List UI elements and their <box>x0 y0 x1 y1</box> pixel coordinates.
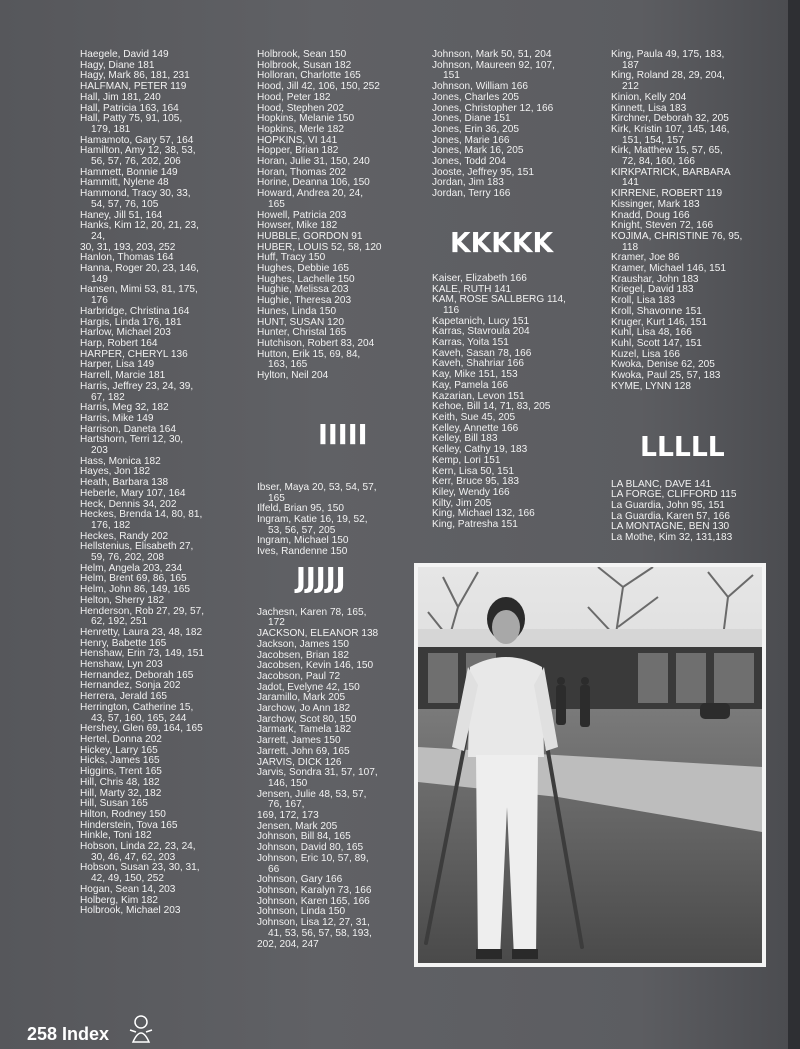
index-entry: Hood, Peter 182 <box>257 91 331 103</box>
index-entry: 202, 204, 247 <box>257 938 319 950</box>
index-entry: Harp, Robert 164 <box>80 337 158 349</box>
index-entry: Helm, Brent 69, 86, 165 <box>80 573 187 585</box>
index-entry: Howell, Patricia 203 <box>257 209 347 221</box>
index-entry: King, Patresha 151 <box>432 519 518 531</box>
index-entry: HOPKINS, VI 141 <box>257 134 338 146</box>
index-entry: 176, 182 <box>91 519 131 531</box>
index-entry: HUBBLE, GORDON 91 <box>257 230 363 242</box>
index-entry: Karras, Stavroula 204 <box>432 326 530 338</box>
index-entry: Hamilton, Amy 12, 38, 53, <box>80 145 196 157</box>
photo-illustration <box>418 567 762 963</box>
index-entry: Horine, Deanna 106, 150 <box>257 177 370 189</box>
index-entry: Kay, Pamela 166 <box>432 379 509 391</box>
index-entry: Harris, Jeffrey 23, 24, 39, <box>80 380 194 392</box>
index-entry: Kelley, Cathy 19, 183 <box>432 444 528 456</box>
index-entry: KYME, LYNN 128 <box>611 380 692 392</box>
index-entry: Karras, Yoita 151 <box>432 337 509 349</box>
index-entry: KALE, RUTH 141 <box>432 283 512 295</box>
index-entry: Jordan, Jim 183 <box>432 177 504 189</box>
index-entry: Jacobsen, Kevin 146, 150 <box>257 660 374 672</box>
index-entry: Holberg, Kim 182 <box>80 894 158 906</box>
index-entry: Jacobsen, Brian 182 <box>257 649 350 661</box>
index-entry: Hernandez, Deborah 165 <box>80 669 194 681</box>
index-entry: 72, 84, 160, 166 <box>622 156 695 168</box>
index-entry: Jarvis, Sondra 31, 57, 107, <box>257 767 378 779</box>
index-entry: King, Paula 49, 175, 183, <box>611 49 725 60</box>
index-entry: 169, 172, 173 <box>257 810 319 822</box>
index-entry: La Guardia, John 95, 151 <box>611 499 725 511</box>
index-entry: Jones, Todd 204 <box>432 156 506 168</box>
index-entry: Hayes, Jon 182 <box>80 466 151 478</box>
index-entry: Harris, Mike 149 <box>80 412 154 424</box>
index-entry: Kissinger, Mark 183 <box>611 198 700 210</box>
index-entry: Hertel, Donna 202 <box>80 734 162 745</box>
index-entry: Hopkins, Merle 182 <box>257 123 344 135</box>
index-entry: 163, 165 <box>268 359 308 371</box>
index-entry: 62, 192, 251 <box>91 616 148 628</box>
index-entry: 116 <box>443 304 460 316</box>
index-entry: Jacobson, Paul 72 <box>257 670 341 682</box>
index-entry: Kinnett, Lisa 183 <box>611 102 687 114</box>
index-entry: Holloran, Charlotte 165 <box>257 70 361 82</box>
index-column-3 <box>432 50 602 531</box>
index-entry: JARVIS, DICK 126 <box>257 756 342 768</box>
index-entry: Johnson, David 80, 165 <box>257 842 364 854</box>
index-entry: Kirk, Kristin 107, 145, 146, <box>611 123 730 135</box>
index-entry: Hernandez, Sonja 202 <box>80 680 181 692</box>
index-entry: Hinkle, Toni 182 <box>80 830 152 842</box>
index-entry: Jarchow, Jo Ann 182 <box>257 703 351 715</box>
index-entry: Holbrook, Michael 203 <box>80 905 181 917</box>
index-entry: 56, 57, 76, 202, 206 <box>91 156 181 168</box>
index-entry: Hershey, Glen 69, 164, 165 <box>80 723 203 735</box>
index-entry: Howser, Mike 182 <box>257 220 338 232</box>
index-entry: Harrell, Marcie 181 <box>80 370 166 382</box>
index-entry: Heckes, Randy 202 <box>80 530 169 542</box>
index-entry: Horan, Julie 31, 150, 240 <box>257 156 370 168</box>
index-entry: Hood, Jill 42, 106, 150, 252 <box>257 81 380 93</box>
index-entry: Hickey, Larry 165 <box>80 744 158 756</box>
index-entry: Jarmark, Tamela 182 <box>257 724 352 736</box>
index-entry: Kramer, Michael 146, 151 <box>611 263 727 275</box>
index-entry: HUNT, SUSAN 120 <box>257 316 344 328</box>
section-header-k: KKKKK <box>450 226 554 259</box>
index-entry: Kelley, Bill 183 <box>432 433 498 445</box>
index-entry: Johnson, Karen 165, 166 <box>257 895 370 907</box>
index-entry: Johnson, Karalyn 73, 166 <box>257 885 372 896</box>
index-entry: Hilton, Rodney 150 <box>80 808 166 820</box>
index-entry: Johnson, Eric 10, 57, 89, <box>257 852 369 864</box>
index-entry: Harlow, Michael 203 <box>80 327 171 339</box>
section-header-i: IIIII <box>318 418 368 451</box>
index-entry: 53, 56, 57, 205 <box>268 524 336 536</box>
index-entry: Jones, Erin 36, 205 <box>432 123 519 135</box>
index-entry: Kuhl, Scott 147, 151 <box>611 337 702 349</box>
index-entry: KIRKPATRICK, BARBARA <box>611 166 731 178</box>
index-entry: Henry, Babette 165 <box>80 637 167 649</box>
index-entry: Haegele, David 149 <box>80 49 169 60</box>
index-entry: Heckes, Brenda 14, 80, 81, <box>80 509 203 521</box>
index-entry: Johnson, Lisa 12, 27, 31, <box>257 917 370 929</box>
index-entry: Kelley, Annette 166 <box>432 422 519 434</box>
index-entry: Hopper, Brian 182 <box>257 145 339 157</box>
index-entry: 24, <box>91 230 106 242</box>
index-entry: King, Michael 132, 166 <box>432 508 535 520</box>
index-entry: King, Roland 28, 29, 204, <box>611 70 725 82</box>
index-entry: Hunes, Linda 150 <box>257 305 337 317</box>
index-entry: Hamamoto, Gary 57, 164 <box>80 134 194 146</box>
index-column-1 <box>80 50 230 917</box>
index-entry: 165 <box>268 198 285 210</box>
index-entry: Helton, Sherry 182 <box>80 594 165 606</box>
index-entry: Jones, Mark 16, 205 <box>432 145 524 157</box>
index-entry: Kerr, Bruce 95, 183 <box>432 476 519 488</box>
index-entry: Huff, Tracy 150 <box>257 252 326 264</box>
mascot-logo <box>124 1012 158 1046</box>
index-entry: Kaveh, Sasan 78, 166 <box>432 347 532 359</box>
index-entry: Ingram, Katie 16, 19, 52, <box>257 513 368 525</box>
index-entry: Kwoka, Paul 25, 57, 183 <box>611 370 721 382</box>
index-entry: Johnson, Linda 150 <box>257 906 346 918</box>
index-entry: Kemp, Lori 151 <box>432 454 501 466</box>
index-entry: Kramer, Joe 86 <box>611 252 680 264</box>
index-entry: Jones, Marie 166 <box>432 134 510 146</box>
index-entry: Hartshorn, Terri 12, 30, <box>80 434 184 446</box>
index-entry: Hicks, James 165 <box>80 755 160 767</box>
index-entry: Knight, Steven 72, 166 <box>611 220 714 232</box>
index-entry: 172 <box>268 617 285 629</box>
index-entry: 151 <box>443 70 460 82</box>
index-entry: Hagy, Mark 86, 181, 231 <box>80 70 190 82</box>
index-entry: Haney, Jill 51, 164 <box>80 209 163 221</box>
index-entry: 30, 46, 47, 62, 203 <box>91 851 176 863</box>
index-entry: Herrington, Catherine 15, <box>80 701 194 713</box>
index-entry: Hargis, Linda 176, 181 <box>80 316 182 328</box>
index-entry: Hughie, Melissa 203 <box>257 284 349 296</box>
index-entry: Johnson, Maureen 92, 107, <box>432 59 555 71</box>
index-entry: Hill, Susan 165 <box>80 798 148 810</box>
index-entry: Kiley, Wendy 166 <box>432 486 510 498</box>
section-header-l: LLLLL <box>640 430 725 463</box>
index-entry: Jensen, Julie 48, 53, 57, <box>257 788 367 800</box>
index-entry: Hogan, Sean 14, 203 <box>80 883 176 895</box>
index-entry: La Mothe, Kim 32, 131,183 <box>611 532 733 544</box>
index-entry: Hughie, Theresa 203 <box>257 295 352 307</box>
index-entry: HALFMAN, PETER 119 <box>80 81 187 93</box>
page-edge <box>788 0 800 1049</box>
index-entry: Hanks, Kim 12, 20, 21, 23, <box>80 220 199 232</box>
index-entry: Ingram, Michael 150 <box>257 535 349 547</box>
index-entry: Ibser, Maya 20, 53, 54, 57, <box>257 481 377 493</box>
index-entry: 149 <box>91 273 108 285</box>
index-entry: Kirchner, Deborah 32, 205 <box>611 113 729 125</box>
index-entry: Kehoe, Bill 14, 71, 83, 205 <box>432 401 551 413</box>
index-entry: 203 <box>91 445 108 457</box>
index-entry: Kirk, Matthew 15, 57, 65, <box>611 145 723 157</box>
index-entry: Hill, Marty 32, 182 <box>80 787 162 799</box>
index-entry: Harbridge, Christina 164 <box>80 305 190 317</box>
index-entry: Hammond, Tracy 30, 33, <box>80 188 191 200</box>
index-entry: Jarchow, Scot 80, 150 <box>257 713 357 725</box>
index-entry: KAM, ROSE SALLBERG 114, <box>432 294 566 306</box>
index-entry: Johnson, Mark 50, 51, 204 <box>432 49 552 60</box>
index-entry: Hinderstein, Tova 165 <box>80 819 178 831</box>
index-entry: Henretty, Laura 23, 48, 182 <box>80 626 203 638</box>
index-entry: Jarrett, James 150 <box>257 735 341 747</box>
index-entry: 54, 57, 76, 105 <box>91 198 159 210</box>
index-entry: Henderson, Rob 27, 29, 57, <box>80 605 205 617</box>
index-entry: 151, 154, 157 <box>622 134 684 146</box>
index-entry: Kern, Lisa 50, 151 <box>432 465 514 477</box>
index-entry: Kraushar, John 183 <box>611 273 699 285</box>
index-entry: Hall, Patricia 163, 164 <box>80 102 179 114</box>
index-entry: Harper, Lisa 149 <box>80 359 155 371</box>
index-entry: Hansen, Mimi 53, 81, 175, <box>80 284 198 296</box>
index-entry: Heck, Dennis 34, 202 <box>80 498 177 510</box>
index-entry: 187 <box>622 59 639 71</box>
index-entry: KIRRENE, ROBERT 119 <box>611 188 723 200</box>
index-entry: Hammett, Bonnie 149 <box>80 166 178 178</box>
index-entry: 165 <box>268 492 285 504</box>
index-column-2 <box>257 50 407 950</box>
index-entry: Kroll, Shavonne 151 <box>611 305 702 317</box>
index-entry: Kriegel, David 183 <box>611 284 694 296</box>
index-entry: Hunter, Christal 165 <box>257 327 347 339</box>
index-entry: Kapetanich, Lucy 151 <box>432 315 530 327</box>
index-entry: Hutton, Erik 15, 69, 84, <box>257 348 361 360</box>
index-entry: Hanna, Roger 20, 23, 146, <box>80 263 199 275</box>
index-entry: Ives, Randenne 150 <box>257 546 348 558</box>
index-entry: Helm, Angela 203, 234 <box>80 562 183 574</box>
index-entry: 42, 49, 150, 252 <box>91 873 164 885</box>
index-entry: Kuhl, Lisa 48, 166 <box>611 327 692 339</box>
index-entry: JACKSON, ELEANOR 138 <box>257 628 379 640</box>
index-entry: Kilty, Jim 205 <box>432 497 492 509</box>
index-entry: Hughes, Debbie 165 <box>257 263 350 275</box>
index-entry: Hughes, Lachelle 150 <box>257 273 355 285</box>
index-entry: LA MONTAGNE, BEN 130 <box>611 521 730 533</box>
index-entry: Holbrook, Sean 150 <box>257 49 347 60</box>
index-entry: Hall, Jim 181, 240 <box>80 91 161 103</box>
index-entry: Kazarian, Levon 151 <box>432 390 525 402</box>
index-entry: Hall, Patty 75, 91, 105, <box>80 113 183 125</box>
index-entry: Jones, Christopher 12, 166 <box>432 102 554 114</box>
index-entry: 141 <box>622 177 639 189</box>
index-entry: Jones, Diane 151 <box>432 113 511 125</box>
section-header-j: JJJJJ <box>296 561 346 594</box>
index-entry: Howard, Andrea 20, 24, <box>257 188 364 200</box>
index-column-4 <box>611 50 781 544</box>
index-entry: Helm, John 86, 149, 165 <box>80 584 190 596</box>
index-entry: Herrera, Jerald 165 <box>80 691 167 703</box>
index-entry: 66 <box>268 863 280 875</box>
index-entry: 118 <box>622 241 639 253</box>
index-entry: Henshaw, Erin 73, 149, 151 <box>80 648 205 660</box>
page-footer: 258 Index <box>27 1024 110 1044</box>
index-entry: 176 <box>91 295 108 307</box>
index-entry: Kay, Mike 151, 153 <box>432 369 518 381</box>
index-entry: Johnson, William 166 <box>432 81 528 93</box>
index-entry: Jones, Charles 205 <box>432 91 519 103</box>
index-entry: Heath, Barbara 138 <box>80 477 169 489</box>
index-entry: LA BLANC, DAVE 141 <box>611 478 712 490</box>
index-entry: Kwoka, Denise 62, 205 <box>611 359 715 371</box>
index-entry: Jadot, Evelyne 42, 150 <box>257 681 360 693</box>
index-entry: LA FORGE, CLIFFORD 115 <box>611 489 737 501</box>
index-entry: Jordan, Terry 166 <box>432 188 511 200</box>
index-entry: Harrison, Daneta 164 <box>80 423 176 435</box>
index-entry: Johnson, Gary 166 <box>257 874 343 886</box>
index-entry: Jensen, Mark 205 <box>257 820 338 832</box>
index-entry: Horan, Thomas 202 <box>257 166 347 178</box>
index-entry: Hanlon, Thomas 164 <box>80 252 174 264</box>
index-entry: Hobson, Susan 23, 30, 31, <box>80 862 200 874</box>
index-entry: La Guardia, Karen 57, 166 <box>611 510 730 522</box>
index-entry: Knadd, Doug 166 <box>611 209 690 221</box>
index-entry: Hopkins, Melanie 150 <box>257 113 355 125</box>
photo-student-crutches <box>414 563 766 967</box>
index-entry: Higgins, Trent 165 <box>80 766 162 778</box>
index-entry: Hagy, Diane 181 <box>80 59 155 71</box>
index-entry: HUBER, LOUIS 52, 58, 120 <box>257 241 382 253</box>
index-entry: 212 <box>622 81 639 93</box>
index-entry: Hutchison, Robert 83, 204 <box>257 337 375 349</box>
index-entry: KOJIMA, CHRISTINE 76, 95, <box>611 230 743 242</box>
index-entry: Kuzel, Lisa 166 <box>611 348 681 360</box>
index-entry: Kinion, Kelly 204 <box>611 91 687 103</box>
index-entry: Holbrook, Susan 182 <box>257 59 352 71</box>
index-entry: Kaveh, Shahriar 166 <box>432 358 525 370</box>
index-entry: 30, 31, 193, 203, 252 <box>80 241 176 253</box>
index-entry: Hylton, Neil 204 <box>257 370 329 382</box>
index-entry: 76, 167, <box>268 799 305 811</box>
index-entry: HARPER, CHERYL 136 <box>80 348 188 360</box>
index-entry: Hobson, Linda 22, 23, 24, <box>80 841 196 853</box>
index-entry: Henshaw, Lyn 203 <box>80 659 163 671</box>
index-entry: Kroll, Lisa 183 <box>611 295 675 307</box>
index-entry: Ilfeld, Brian 95, 150 <box>257 503 344 515</box>
index-entry: Kaiser, Elizabeth 166 <box>432 272 527 284</box>
index-entry: Kruger, Kurt 146, 151 <box>611 316 707 328</box>
index-entry: Hass, Monica 182 <box>80 455 161 467</box>
index-entry: Jooste, Jeffrey 95, 151 <box>432 166 534 178</box>
index-entry: Jackson, James 150 <box>257 638 350 650</box>
index-entry: Hood, Stephen 202 <box>257 102 344 114</box>
index-entry: 41, 53, 56, 57, 58, 193, <box>268 927 372 939</box>
index-entry: Keith, Sue 45, 205 <box>432 411 516 423</box>
index-entry: 59, 76, 202, 208 <box>91 552 164 564</box>
index-entry: Jarrett, John 69, 165 <box>257 745 350 757</box>
index-entry: Johnson, Bill 84, 165 <box>257 831 351 843</box>
index-entry: 67, 182 <box>91 391 125 403</box>
index-entry: 146, 150 <box>268 777 308 789</box>
index-entry: Heberle, Mary 107, 164 <box>80 487 186 499</box>
index-entry: Hammitt, Nylene 48 <box>80 177 169 189</box>
index-entry: Jaramillo, Mark 205 <box>257 692 346 704</box>
index-entry: Jachesn, Karen 78, 165, <box>257 606 367 618</box>
index-entry: 179, 181 <box>91 123 131 135</box>
index-entry: Hellstenius, Elisabeth 27, <box>80 541 194 553</box>
index-entry: Harris, Meg 32, 182 <box>80 402 169 414</box>
index-entry: Hill, Chris 48, 182 <box>80 776 160 788</box>
index-entry: 43, 57, 160, 165, 244 <box>91 712 187 724</box>
